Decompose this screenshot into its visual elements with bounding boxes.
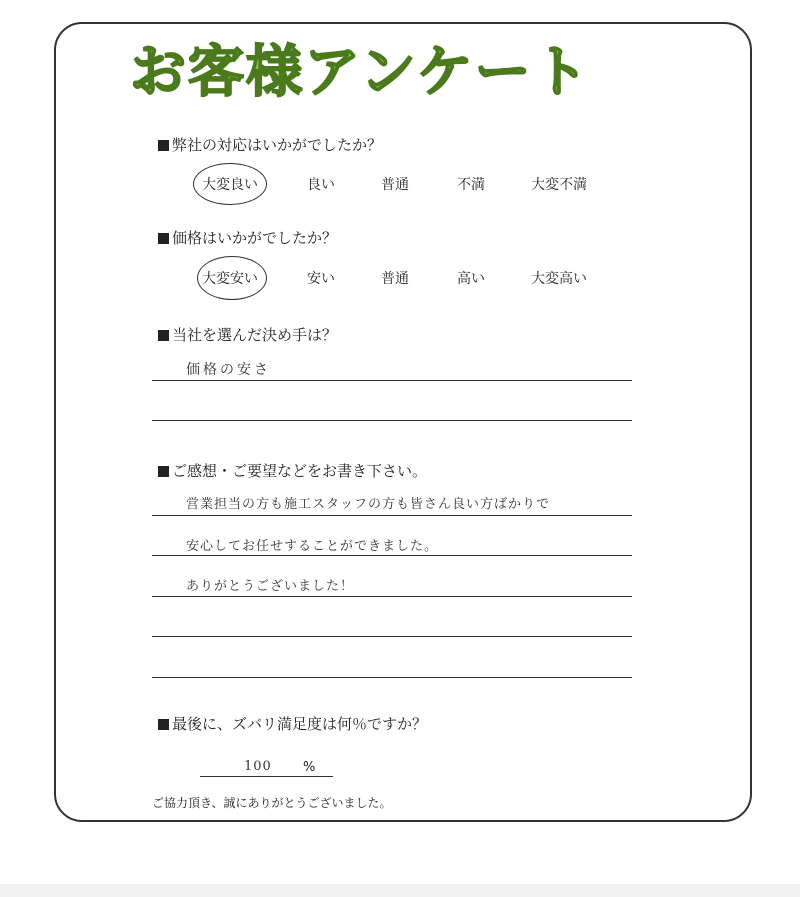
square-bullet-icon [158, 466, 169, 477]
q1-option-1[interactable]: 大変良い [202, 177, 258, 193]
question-1-label: 弊社の対応はいかがでしたか？ [172, 136, 383, 154]
q2-option-5[interactable]: 大変高い [531, 271, 587, 287]
page-bottom-edge [0, 884, 800, 897]
question-3 [158, 324, 337, 345]
square-bullet-icon [158, 233, 169, 244]
question-4-label: ご感想・ご要望などをお書き下さい。 [172, 462, 428, 480]
square-bullet-icon [158, 719, 169, 730]
answer-line [152, 380, 632, 381]
answer-line [152, 677, 632, 678]
question-2-label: 価格はいかがでしたか？ [172, 229, 338, 247]
footer-thanks: ご協力頂き、誠にありがとうございました。 [152, 796, 392, 810]
question-5 [158, 713, 427, 734]
q2-option-3[interactable]: 普通 [381, 271, 409, 287]
question-2 [158, 227, 337, 248]
answer-line [152, 636, 632, 637]
handwritten-answer: ありがとうございました！ [186, 579, 355, 594]
q2-option-2[interactable]: 安い [307, 271, 335, 287]
q2-option-1[interactable]: 大変安い [202, 271, 258, 287]
question-4 [158, 460, 427, 481]
q1-option-3[interactable]: 普通 [381, 177, 409, 193]
answer-line [152, 420, 632, 421]
handwritten-answer: 営業担当の方も施工スタッフの方も皆さん良い方ばかりで [186, 497, 551, 512]
answer-line [152, 555, 632, 556]
square-bullet-icon [158, 140, 169, 151]
q1-option-5[interactable]: 大変不満 [531, 177, 587, 193]
question-5-label: 最後に、ズバリ満足度は何％ですか？ [172, 715, 428, 733]
answer-line [152, 596, 632, 597]
answer-line [200, 776, 333, 777]
q1-option-4[interactable]: 不満 [457, 177, 485, 193]
question-3-label: 当社を選んだ決め手は？ [172, 326, 338, 344]
handwritten-answer: 安心してお任せすることができました。 [186, 539, 439, 554]
question-1 [158, 134, 382, 155]
satisfaction-value: 100 [244, 759, 272, 774]
square-bullet-icon [158, 330, 169, 341]
answer-line [152, 515, 632, 516]
percent-unit: % [303, 760, 316, 775]
handwritten-answer: 価格の安さ [186, 362, 271, 378]
q2-option-4[interactable]: 高い [457, 271, 485, 287]
survey-title: お客様アンケート [130, 40, 591, 105]
q1-option-2[interactable]: 良い [307, 177, 335, 193]
